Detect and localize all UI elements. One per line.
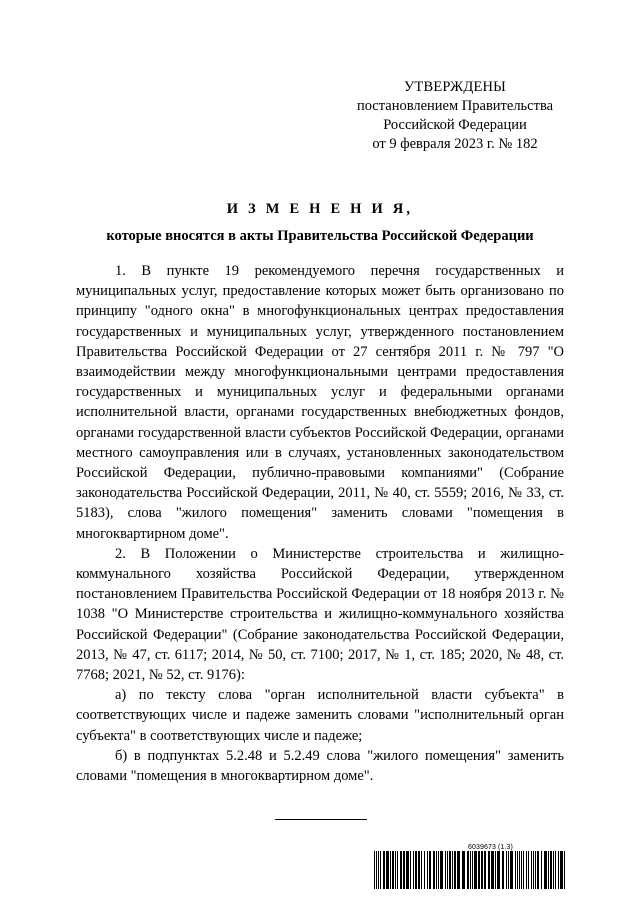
paragraph-2a: а) по тексту слова "орган исполнительной власти субъекта" в соответствующих числе и падеже заменить словами "исполнительный орган субъекта" в соответствующих числе и падеже; [76,687,564,744]
document-heading [60,200,580,245]
paragraph-2: 2. В Положении о Министерстве строительства и жилищно-коммунального хозяйства Российской Федерации, утвержденном постановлением Правительства Российской Федерации от 18 ноября 2013 г. № 1038 "О Министерстве строительства и жилищно-коммунального хозяйства Российской Федерации" (Собрание законодательства Российской Федерации, 2013, № 47, ст. 6117; 2014, № 50, ст. 7100; 2017, № 1, ст. 185; 2020, № 48, ст. 7768; 2021, № 52, ст. 9176): [76,545,564,684]
approval-line-date: от 9 февраля 2023 г. № 182 [372,136,538,152]
document-title: И З М Е Н Е Н И Я, [226,201,414,217]
approval-line-decree: постановлением Правительства [356,98,554,114]
barcode [374,851,566,889]
paragraph-2b: б) в подпунктах 5.2.48 и 5.2.49 слова "жилого помещения" заменить словами "помещения в многоквартирном доме". [76,747,564,785]
approval-block [340,78,570,154]
document-code: 6039673 (1.3) [468,844,513,851]
document-body [76,261,564,786]
approval-title: УТВЕРЖДЕНЫ [403,79,507,95]
end-divider [275,819,367,820]
document-subtitle: которые вносятся в акты Правительства Российской Федерации [106,228,534,244]
paragraph-1: 1. В пункте 19 рекомендуемого перечня государственных и муниципальных услуг, предоставление которых может быть организовано по принципу "одного окна" в многофункциональных центрах предоставления государственных и муниципальных услуг, утвержденного постановлением Правительства Российской Федерации от 27 сентября 2011 г. № 797 "О взаимодействии между многофункциональными центрами предоставления государственных и муниципальных услуг и федеральными органами исполнительной власти, органами государственных внебюджетных фондов, органами государственной власти субъектов Российской Федерации, органами местного самоуправления или в случаях, установленных законодательством Российской Федерации, публично-правовыми компаниями" (Собрание законодательства Российской Федерации, 2011, № 40, ст. 5559; 2016, № 33, ст. 5183), слова "жилого помещения" заменить словами "помещения в многоквартирном доме". [76,263,564,542]
approval-line-federation: Российской Федерации [383,117,527,133]
